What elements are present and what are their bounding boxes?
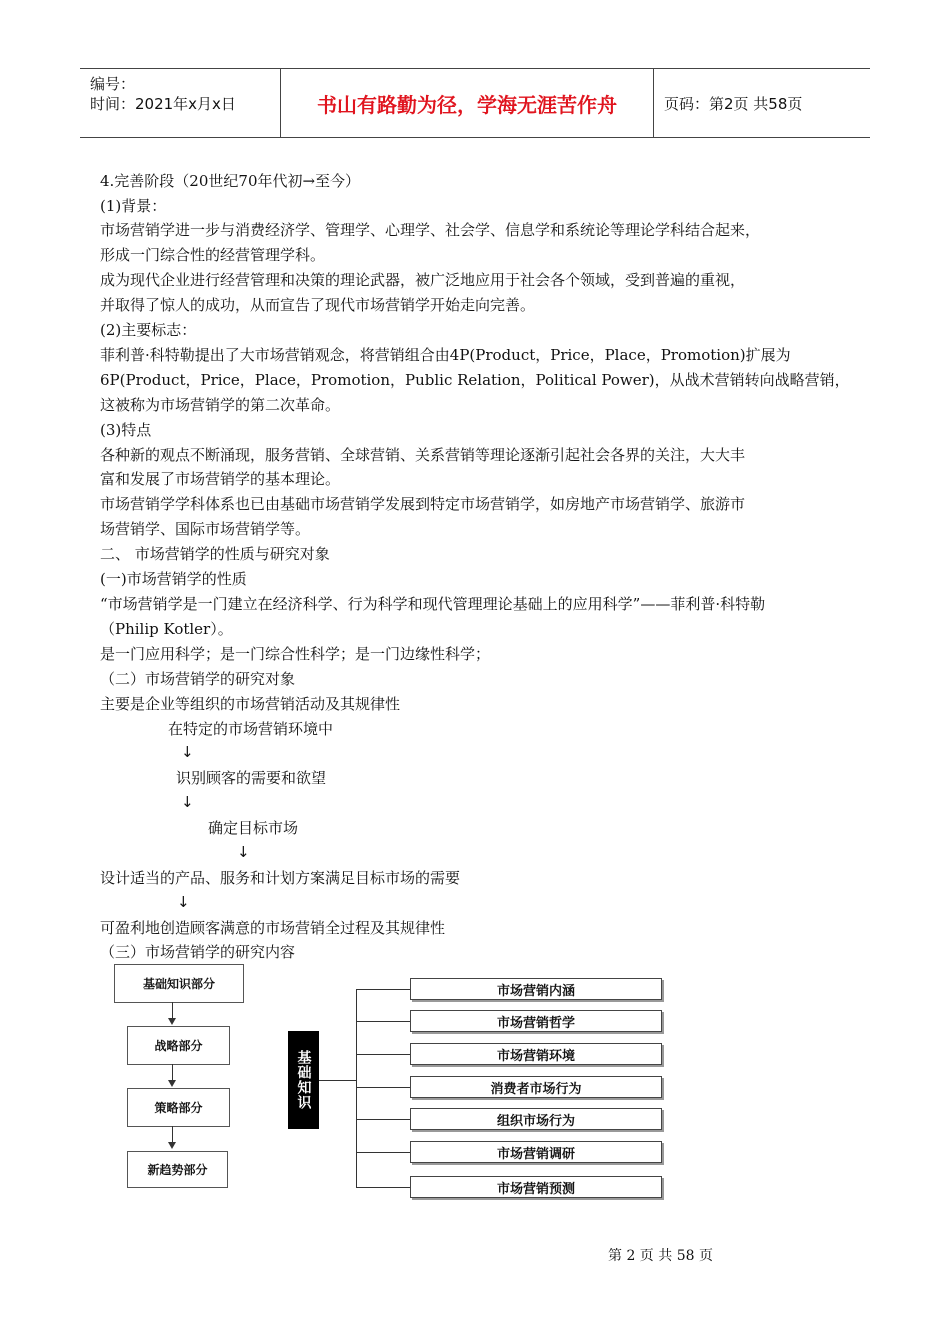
diagram-item-connotation: 市场营销内涵 — [410, 978, 662, 1000]
connector-line — [356, 1021, 410, 1022]
paragraph-line: 富和发展了市场营销学的基本理论。 — [100, 470, 341, 488]
diagram-item-environment: 市场营销环境 — [410, 1043, 662, 1065]
down-arrow-icon: ↓ — [181, 793, 194, 811]
paragraph-line: 并取得了惊人的成功，从而宣告了现代市场营销学开始走向完善。 — [100, 296, 536, 314]
diagram-item-org-behavior: 组织市场行为 — [410, 1108, 662, 1130]
down-arrow-icon: ↓ — [181, 743, 194, 761]
paragraph-line: 主要是企业等组织的市场营销活动及其规律性 — [100, 695, 401, 713]
subheading: (一)市场营销学的性质 — [100, 570, 247, 588]
flow-step: 可盈利地创造顾客满意的市场营销全过程及其规律性 — [100, 919, 446, 937]
diagram-box-strategy: 战略部分 — [127, 1026, 230, 1065]
quote-line: （Philip Kotler）。 — [100, 620, 233, 638]
diagram-item-consumer-behavior: 消费者市场行为 — [410, 1076, 662, 1098]
header-motto: 书山有路勤为径，学海无涯苦作舟 — [281, 69, 654, 137]
subheading: (1)背景： — [100, 197, 167, 215]
paragraph-line: 市场营销学进一步与消费经济学、管理学、心理学、社会学、信息学和系统论等理论学科结合起来， — [100, 221, 761, 239]
diagram-box-trends: 新趋势部分 — [127, 1151, 228, 1188]
page-footer: 第 2 页 共 58 页 — [608, 1248, 713, 1264]
paragraph-line: 成为现代企业进行经营管理和决策的理论武器，被广泛地应用于社会各个领域，受到普遍的重视， — [100, 271, 746, 289]
doc-time-label: 时间：2021年x月x日 — [90, 95, 236, 113]
diagram-item-forecast: 市场营销预测 — [410, 1176, 662, 1198]
paragraph-line: 6P(Product，Price，Place，Promotion，Public Relation，Political Power)，从战术营销转向战略营销， — [100, 371, 850, 389]
down-arrow-icon — [168, 1018, 176, 1025]
subheading: (3)特点 — [100, 421, 152, 439]
paragraph-line: 场营销学、国际市场营销学等。 — [100, 520, 311, 538]
connector-line — [356, 1119, 410, 1120]
connector-line — [172, 1002, 173, 1019]
paragraph-line: 市场营销学学科体系也已由基础市场营销学发展到特定市场营销学，如房地产市场营销学、旅游市 — [100, 495, 746, 513]
diagram-item-research: 市场营销调研 — [410, 1141, 662, 1163]
connector-line — [356, 989, 410, 990]
flow-step: 识别顾客的需要和欲望 — [176, 769, 327, 787]
connector-line — [172, 1126, 173, 1143]
section-heading: 二、 市场营销学的性质与研究对象 — [100, 545, 330, 563]
down-arrow-icon: ↓ — [177, 893, 190, 911]
diagram-center-label: 基础知识 — [288, 1031, 319, 1129]
connector-line — [356, 1087, 410, 1088]
connector-line — [356, 1187, 410, 1188]
quote-line: “市场营销学是一门建立在经济科学、行为科学和现代管理理论基础上的应用科学”——菲利普·科特勒 — [100, 595, 766, 613]
down-arrow-icon: ↓ — [237, 843, 250, 861]
connector-line — [356, 1054, 410, 1055]
paragraph-line: 各种新的观点不断涌现，服务营销、全球营销、关系营销等理论逐渐引起社会各界的关注，大大丰 — [100, 446, 746, 464]
diagram-box-tactics: 策略部分 — [127, 1088, 230, 1127]
page-header — [80, 68, 870, 138]
paragraph-line: 菲利普·科特勒提出了大市场营销观念，将营销组合由4P(Product，Price，Place，Promotion)扩展为 — [100, 346, 791, 364]
connector-line — [172, 1064, 173, 1081]
header-page-info: 页码：第2页 共58页 — [664, 95, 803, 113]
doc-number-label: 编号： — [90, 75, 136, 93]
connector-line — [319, 1080, 356, 1081]
section-heading: 4.完善阶段（20世纪70年代初→至今） — [100, 172, 361, 190]
header-meta-cell — [80, 69, 281, 137]
flow-step: 确定目标市场 — [208, 819, 299, 837]
subheading: (2)主要标志： — [100, 321, 197, 339]
connector-line — [356, 1152, 410, 1153]
diagram-box-basic: 基础知识部分 — [114, 964, 244, 1003]
paragraph-line: 是一门应用科学；是一门综合性科学；是一门边缘性科学； — [100, 645, 491, 663]
paragraph-line: 这被称为市场营销学的第二次革命。 — [100, 396, 341, 414]
down-arrow-icon — [168, 1080, 176, 1087]
subheading: （二）市场营销学的研究对象 — [100, 670, 296, 688]
connector-line — [356, 989, 357, 1187]
subheading: （三）市场营销学的研究内容 — [100, 943, 296, 961]
down-arrow-icon — [168, 1142, 176, 1149]
flow-step: 设计适当的产品、服务和计划方案满足目标市场的需要 — [100, 869, 461, 887]
paragraph-line: 形成一门综合性的经营管理学科。 — [100, 246, 326, 264]
flow-step: 在特定的市场营销环境中 — [168, 720, 334, 738]
diagram-item-philosophy: 市场营销哲学 — [410, 1010, 662, 1032]
